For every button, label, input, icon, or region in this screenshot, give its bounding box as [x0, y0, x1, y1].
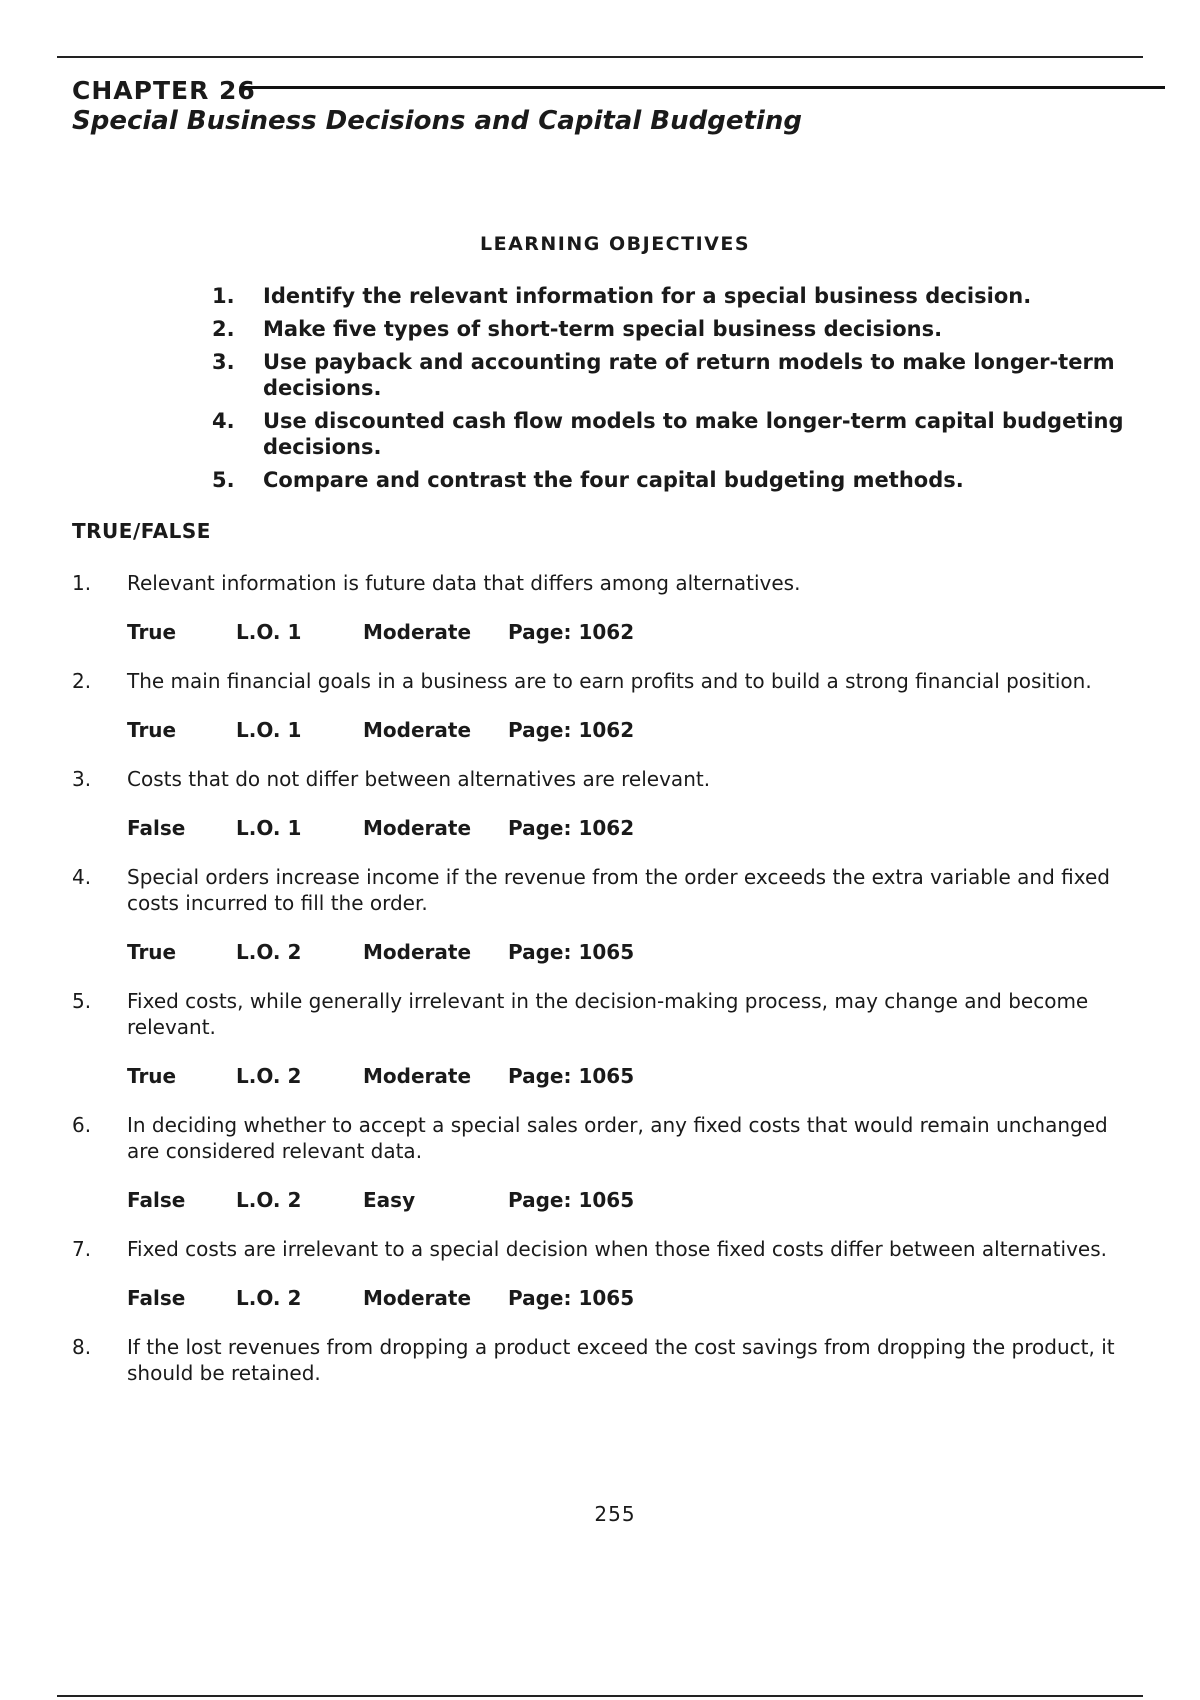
page-ref: Page: 1065 — [508, 1188, 635, 1212]
learning-objective — [212, 408, 1152, 460]
question-number: 5. — [72, 989, 92, 1013]
difficulty: Easy — [363, 1188, 416, 1212]
answer-meta — [127, 1188, 1132, 1212]
learning-objectives-heading: LEARNING OBJECTIVES — [479, 233, 751, 255]
learning-objective-ref: L.O. 1 — [236, 620, 302, 644]
question-item — [72, 766, 1132, 840]
learning-objective-ref: L.O. 1 — [236, 718, 302, 742]
learning-objective-ref: L.O. 1 — [236, 816, 302, 840]
learning-objective-ref: L.O. 2 — [236, 1188, 302, 1212]
page-ref: Page: 1062 — [508, 718, 635, 742]
objective-number: 3. — [212, 350, 235, 374]
question-item — [72, 864, 1132, 964]
difficulty: Moderate — [363, 620, 472, 644]
answer: True — [127, 1064, 177, 1088]
question-text: Special orders increase income if the revenue from the order exceeds the extra variable and fixed costs incurred to fill the order. — [127, 865, 1110, 915]
objective-number: 2. — [212, 317, 235, 341]
question-number: 7. — [72, 1237, 92, 1261]
objective-text: Make five types of short-term special business decisions. — [263, 317, 943, 341]
page-ref: Page: 1065 — [508, 940, 635, 964]
difficulty: Moderate — [363, 1286, 472, 1310]
question-number: 3. — [72, 767, 92, 791]
objective-text: Use discounted cash flow models to make longer-term capital budgeting decisions. — [263, 409, 1124, 459]
objective-number: 1. — [212, 284, 235, 308]
question-text: If the lost revenues from dropping a product exceed the cost savings from dropping the product, it should be retained. — [127, 1335, 1115, 1385]
chapter-rule — [240, 86, 1165, 89]
difficulty: Moderate — [363, 1064, 472, 1088]
learning-objective — [212, 467, 1152, 493]
answer-meta — [127, 1064, 1132, 1088]
difficulty: Moderate — [363, 718, 472, 742]
question-number: 6. — [72, 1113, 92, 1137]
page-number: 255 — [594, 1502, 636, 1526]
question-text: Costs that do not differ between alternatives are relevant. — [127, 767, 711, 791]
question-text: Fixed costs, while generally irrelevant in the decision-making process, may change and become relevant. — [127, 989, 1089, 1039]
answer-meta — [127, 816, 1132, 840]
page-ref: Page: 1062 — [508, 620, 635, 644]
page-ref: Page: 1065 — [508, 1286, 635, 1310]
answer-meta — [127, 620, 1132, 644]
learning-objective — [212, 349, 1152, 401]
question-item — [72, 1334, 1132, 1386]
question-number: 2. — [72, 669, 92, 693]
page-ref: Page: 1062 — [508, 816, 635, 840]
objective-text: Identify the relevant information for a special business decision. — [263, 284, 1032, 308]
question-text: Fixed costs are irrelevant to a special decision when those fixed costs differ between alternatives. — [127, 1237, 1107, 1261]
answer: False — [127, 1286, 186, 1310]
question-item — [72, 1112, 1132, 1212]
objective-number: 4. — [212, 409, 235, 433]
objective-number: 5. — [212, 468, 235, 492]
true-false-heading: TRUE/FALSE — [72, 519, 211, 543]
chapter-label: CHAPTER 26 — [72, 76, 256, 105]
bottom-rule — [57, 1695, 1143, 1697]
answer-meta — [127, 718, 1132, 742]
answer: False — [127, 816, 186, 840]
question-number: 1. — [72, 571, 92, 595]
answer: True — [127, 620, 177, 644]
answer: True — [127, 718, 177, 742]
learning-objective-ref: L.O. 2 — [236, 1286, 302, 1310]
answer: False — [127, 1188, 186, 1212]
question-list — [72, 570, 1132, 1410]
objective-text: Compare and contrast the four capital budgeting methods. — [263, 468, 964, 492]
question-text: The main financial goals in a business are to earn profits and to build a strong financial position. — [127, 669, 1092, 693]
answer: True — [127, 940, 177, 964]
learning-objective — [212, 316, 1152, 342]
difficulty: Moderate — [363, 940, 472, 964]
question-number: 4. — [72, 865, 92, 889]
answer-meta — [127, 1286, 1132, 1310]
answer-meta — [127, 940, 1132, 964]
difficulty: Moderate — [363, 816, 472, 840]
learning-objectives-list — [212, 283, 1152, 500]
question-item — [72, 1236, 1132, 1310]
objective-text: Use payback and accounting rate of return models to make longer-term decisions. — [263, 350, 1115, 400]
chapter-title: Special Business Decisions and Capital Budgeting — [72, 106, 802, 136]
question-number: 8. — [72, 1335, 92, 1359]
learning-objective-ref: L.O. 2 — [236, 940, 302, 964]
learning-objective-ref: L.O. 2 — [236, 1064, 302, 1088]
question-item — [72, 570, 1132, 644]
page-ref: Page: 1065 — [508, 1064, 635, 1088]
question-item — [72, 668, 1132, 742]
top-rule — [57, 56, 1143, 58]
learning-objective — [212, 283, 1152, 309]
question-item — [72, 988, 1132, 1088]
question-text: In deciding whether to accept a special sales order, any fixed costs that would remain unchanged are considered relevant data. — [127, 1113, 1108, 1163]
question-text: Relevant information is future data that differs among alternatives. — [127, 571, 801, 595]
